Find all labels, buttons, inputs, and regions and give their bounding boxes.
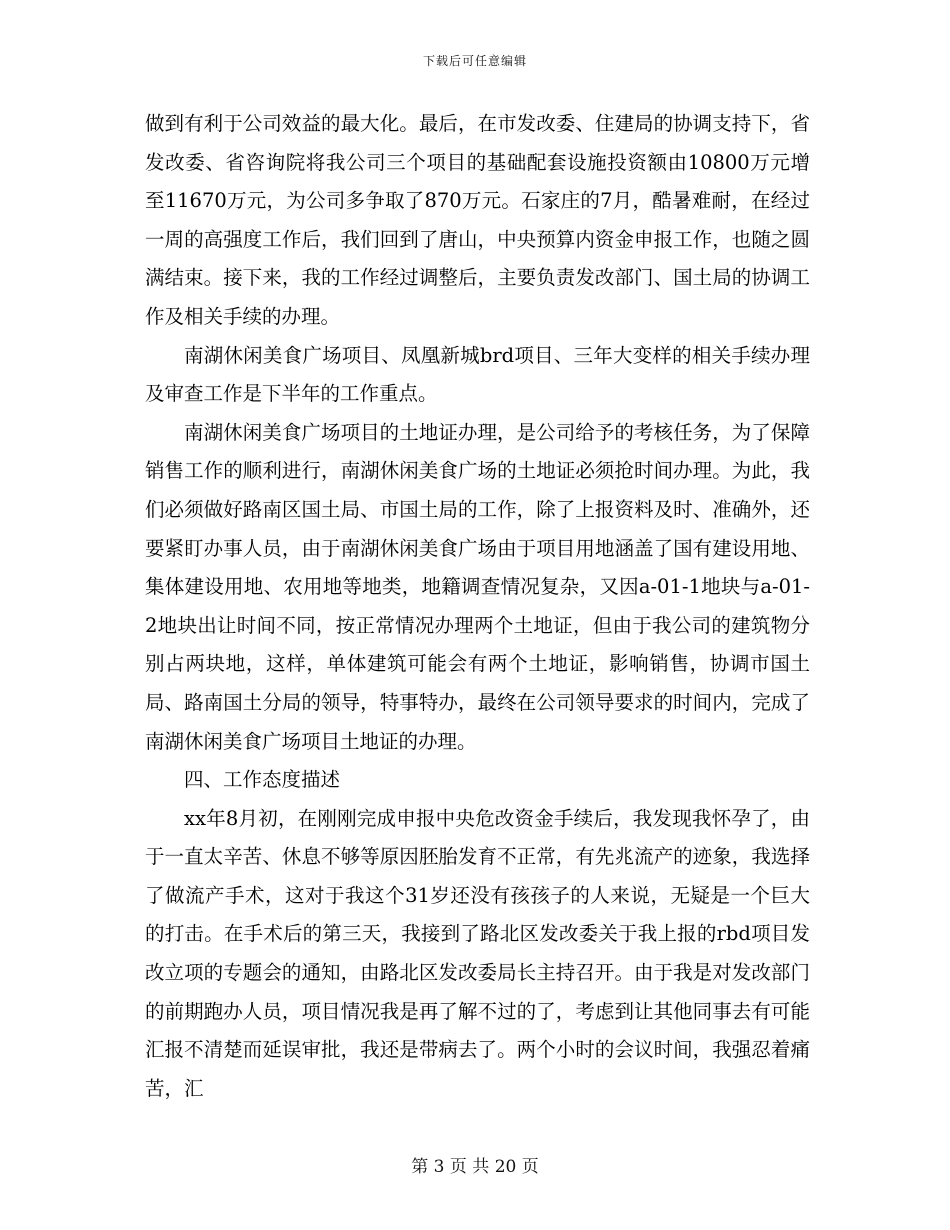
- document-body: [145, 105, 810, 1108]
- page-header: 下载后可任意编辑: [422, 54, 527, 68]
- paragraph: 南湖休闲美食广场项目的土地证办理，是公司给予的考核任务，为了保障销售工作的顺利进行，南湖休闲美食广场的土地证必须抢时间办理。为此，我们必须做好路南区国土局、市国土局的工作，除了上报资料及时、准确外，还要紧盯办事人员，由于南湖休闲美食广场由于项目用地涵盖了国有建设用地、集体建设用地、农用地等地类，地籍调查情况复杂，又因a-01-1地块与a-01-2地块出让时间不同，按正常情况办理两个土地证，但由于我公司的建筑物分别占两块地，这样，单体建筑可能会有两个土地证，影响销售，协调市国土局、路南国土分局的领导，特事特办，最终在公司领导要求的时间内，完成了南湖休闲美食广场项目土地证的办理。: [145, 420, 810, 753]
- paragraph: xx年8月初，在刚刚完成申报中央危改资金手续后，我发现我怀孕了，由于一直太辛苦、休息不够等原因胚胎发育不正常，有先兆流产的迹象，我选择了做流产手术，这对于我这个31岁还没有孩孩子的人来说，无疑是一个巨大的打击。在手术后的第三天，我接到了路北区发改委关于我上报的rbd项目发改立项的专题会的通知，由路北区发改委局长主持召开。由于我是对发改部门的前期跑办人员，项目情况我是再了解不过的了，考虑到让其他同事去有可能汇报不清楚而延误审批，我还是带病去了。两个小时的会议时间，我强忍着痛苦，汇: [145, 806, 810, 1100]
- paragraph: 南湖休闲美食广场项目、凤凰新城brd项目、三年大变样的相关手续办理及审查工作是下半年的工作重点。: [145, 343, 810, 406]
- paragraph: 做到有利于公司效益的最大化。最后，在市发改委、住建局的协调支持下，省发改委、省咨询院将我公司三个项目的基础配套设施投资额由10800万元增至11670万元，为公司多争取了870万元。石家庄的7月，酷暑难耐，在经过一周的高强度工作后，我们回到了唐山，中央预算内资金申报工作，也随之圆满结束。接下来，我的工作经过调整后，主要负责发改部门、国土局的协调工作及相关手续的办理。: [145, 112, 810, 328]
- page-number: 第 3 页 共 20 页: [411, 1157, 539, 1177]
- section-heading: 四、工作态度描述: [184, 768, 341, 792]
